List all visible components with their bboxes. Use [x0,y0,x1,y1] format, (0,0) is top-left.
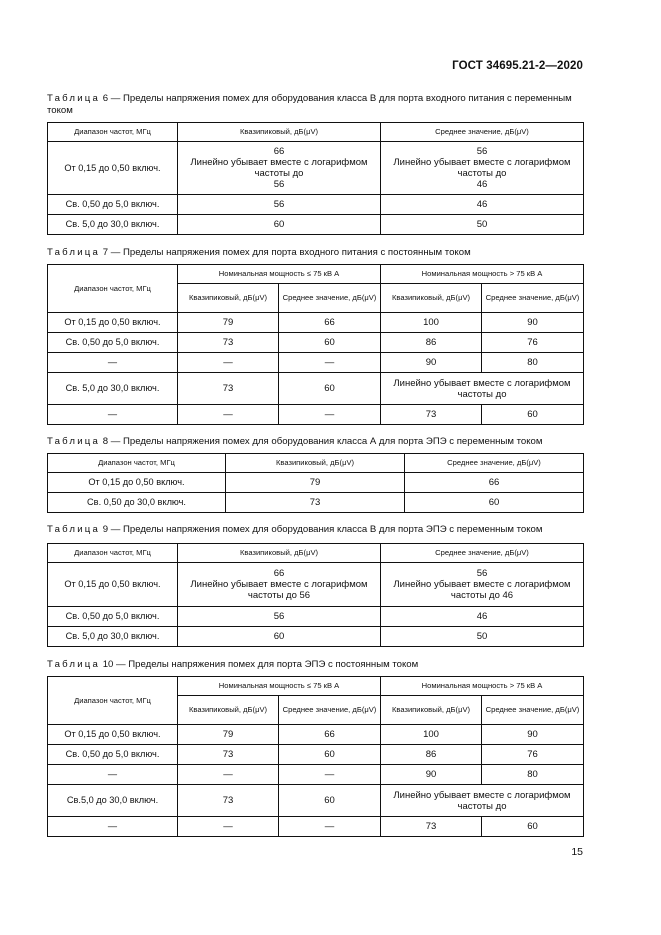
high-quasi-peak-cell: 73 [381,817,482,837]
low-quasi-peak-cell: — [178,765,279,785]
frequency-range-cell: От 0,15 до 0,50 включ. [48,563,178,607]
header-quasi-peak: Квазипиковый, дБ(μV) [178,123,381,142]
high-average-cell: 60 [482,405,584,425]
quasi-peak-cell: 56 [178,195,381,215]
caption-text: — Пределы напряжения помех для порта ЭПЭ с постоянным током [116,659,419,670]
frequency-range-cell: Св. 0,50 до 5,0 включ. [48,195,178,215]
low-average-cell: 60 [279,785,381,817]
high-quasi-peak-cell: 100 [381,725,482,745]
table-row [48,405,584,425]
header-quasi-peak: Квазипиковый, дБ(μV) [226,454,405,473]
high-average-cell: 80 [482,353,584,373]
limit-start-value: 56 [476,146,488,157]
high-average-cell: 60 [482,817,584,837]
header-frequency-range: Диапазон частот, МГц [48,123,178,142]
frequency-range-cell: — [48,405,178,425]
caption-number: 9 [102,524,109,535]
caption-text: — Пределы напряжения помех для оборудования класса В для порта ЭПЭ с переменным током [110,524,543,535]
frequency-range-cell: Св.5,0 до 30,0 включ. [48,785,178,817]
header-quasi-peak: Квазипиковый, дБ(μV) [178,284,279,313]
limit-slope-text: Линейно убывает вместе с логарифмом частоты до 46 [393,579,571,601]
table-row [48,765,584,785]
frequency-range-cell: От 0,15 до 0,50 включ. [48,313,178,333]
limit-end-value: 56 [273,179,285,190]
caption-label: Таблица [47,247,101,258]
caption-label: Таблица [47,659,101,670]
table-row [48,607,584,627]
average-cell: 66 [405,473,584,493]
frequency-range-cell: — [48,817,178,837]
frequency-range-cell: От 0,15 до 0,50 включ. [48,725,178,745]
table-9-caption [47,524,587,536]
low-average-cell: — [279,765,381,785]
limit-start-value: 66 [273,568,285,579]
high-quasi-peak-cell: 100 [381,313,482,333]
low-average-cell: — [279,817,381,837]
frequency-range-cell: Св. 5,0 до 30,0 включ. [48,215,178,235]
high-quasi-peak-cell: 73 [381,405,482,425]
frequency-range-cell: Св. 0,50 до 5,0 включ. [48,333,178,353]
header-average: Среднее значение, дБ(μV) [279,696,381,725]
caption-text: — Пределы напряжения помех для оборудования класса А для порта ЭПЭ с переменным током [110,436,543,447]
low-quasi-peak-cell: 79 [178,725,279,745]
average-cell: 60 [405,493,584,513]
limit-start-value: 66 [273,146,285,157]
table-7-caption [47,247,587,259]
frequency-range-cell: От 0,15 до 0,50 включ. [48,142,178,195]
table-row [48,817,584,837]
caption-number: 10 [102,659,114,670]
frequency-range-cell: Св. 5,0 до 30,0 включ. [48,373,178,405]
high-quasi-peak-cell: 90 [381,765,482,785]
high-merged-cell: Линейно убывает вместе с логарифмом частоты до [381,785,584,817]
average-cell: 46 [381,607,584,627]
quasi-peak-cell: 56 [178,607,381,627]
header-average: Среднее значение, дБ(μV) [405,454,584,473]
header-average: Среднее значение, дБ(μV) [279,284,381,313]
table-row [48,353,584,373]
quasi-peak-cell: 79 [226,473,405,493]
low-quasi-peak-cell: — [178,405,279,425]
page-number: 15 [571,846,583,858]
table-row [48,313,584,333]
caption-label: Таблица [47,93,101,104]
frequency-range-cell: Св. 0,50 до 5,0 включ. [48,745,178,765]
header-power-low: Номинальная мощность ≤ 75 кВ А [178,265,381,284]
low-average-cell: — [279,353,381,373]
header-power-high: Номинальная мощность > 75 кВ А [381,677,584,696]
high-average-cell: 76 [482,745,584,765]
header-quasi-peak: Квазипиковый, дБ(μV) [381,696,482,725]
low-quasi-peak-cell: 73 [178,333,279,353]
frequency-range-cell: От 0,15 до 0,50 включ. [48,473,226,493]
high-average-cell: 90 [482,725,584,745]
table-9 [47,543,584,647]
quasi-peak-cell: 60 [178,215,381,235]
table-row [48,142,584,195]
table-6 [47,122,584,235]
header-quasi-peak: Квазипиковый, дБ(μV) [178,544,381,563]
table-row [48,563,584,607]
caption-number: 7 [102,247,109,258]
quasi-peak-cell: 73 [226,493,405,513]
low-quasi-peak-cell: — [178,817,279,837]
low-average-cell: — [279,405,381,425]
limit-slope-text: Линейно убывает вместе с логарифмом частоты до [393,157,571,179]
frequency-range-cell: — [48,765,178,785]
average-cell: 50 [381,215,584,235]
table-7 [47,264,584,425]
header-frequency-range: Диапазон частот, МГц [48,544,178,563]
table-6-caption [47,93,587,117]
low-average-cell: 60 [279,333,381,353]
limit-start-value: 56 [476,568,488,579]
header-average: Среднее значение, дБ(μV) [381,123,584,142]
average-cell: 46 [381,195,584,215]
average-cell [381,563,584,607]
caption-text: — Пределы напряжения помех для порта входного питания с постоянным током [110,247,471,258]
header-average: Среднее значение, дБ(μV) [482,284,584,313]
low-quasi-peak-cell: 73 [178,373,279,405]
header-quasi-peak: Квазипиковый, дБ(μV) [178,696,279,725]
low-average-cell: 60 [279,373,381,405]
average-cell: 50 [381,627,584,647]
low-average-cell: 60 [279,745,381,765]
table-row [48,333,584,353]
caption-label: Таблица [47,524,101,535]
table-row [48,473,584,493]
caption-label: Таблица [47,436,101,447]
high-quasi-peak-cell: 86 [381,333,482,353]
frequency-range-cell: Св. 5,0 до 30,0 включ. [48,627,178,647]
average-cell [381,142,584,195]
quasi-peak-cell [178,142,381,195]
table-row [48,785,584,817]
header-power-high: Номинальная мощность > 75 кВ А [381,265,584,284]
low-average-cell: 66 [279,313,381,333]
frequency-range-cell: — [48,353,178,373]
low-quasi-peak-cell: — [178,353,279,373]
header-frequency-range: Диапазон частот, МГц [48,677,178,725]
table-8 [47,453,584,513]
table-row [48,493,584,513]
high-average-cell: 80 [482,765,584,785]
table-row [48,215,584,235]
header-average: Среднее значение, дБ(μV) [482,696,584,725]
low-quasi-peak-cell: 73 [178,785,279,817]
low-quasi-peak-cell: 73 [178,745,279,765]
table-10 [47,676,584,837]
high-average-cell: 76 [482,333,584,353]
header-frequency-range: Диапазон частот, МГц [48,265,178,313]
frequency-range-cell: Св. 0,50 до 5,0 включ. [48,607,178,627]
caption-number: 8 [102,436,109,447]
table-row [48,627,584,647]
table-8-caption [47,436,587,448]
high-average-cell: 90 [482,313,584,333]
table-row [48,195,584,215]
table-10-caption [47,659,587,671]
caption-text: — Пределы напряжения помех для оборудования класса В для порта входного питания с переменным током [47,93,572,116]
quasi-peak-cell [178,563,381,607]
limit-end-value: 46 [476,179,488,190]
high-quasi-peak-cell: 86 [381,745,482,765]
quasi-peak-cell: 60 [178,627,381,647]
limit-slope-text: Линейно убывает вместе с логарифмом частоты до [190,157,368,179]
table-row [48,725,584,745]
table-row [48,373,584,405]
header-quasi-peak: Квазипиковый, дБ(μV) [381,284,482,313]
high-quasi-peak-cell: 90 [381,353,482,373]
frequency-range-cell: Св. 0,50 до 30,0 включ. [48,493,226,513]
high-merged-cell: Линейно убывает вместе с логарифмом частоты до [381,373,584,405]
header-frequency-range: Диапазон частот, МГц [48,454,226,473]
limit-slope-text: Линейно убывает вместе с логарифмом частоты до 56 [190,579,368,601]
low-quasi-peak-cell: 79 [178,313,279,333]
document-id: ГОСТ 34695.21-2—2020 [452,60,583,72]
header-average: Среднее значение, дБ(μV) [381,544,584,563]
low-average-cell: 66 [279,725,381,745]
caption-number: 6 [102,93,109,104]
header-power-low: Номинальная мощность ≤ 75 кВ А [178,677,381,696]
table-row [48,745,584,765]
